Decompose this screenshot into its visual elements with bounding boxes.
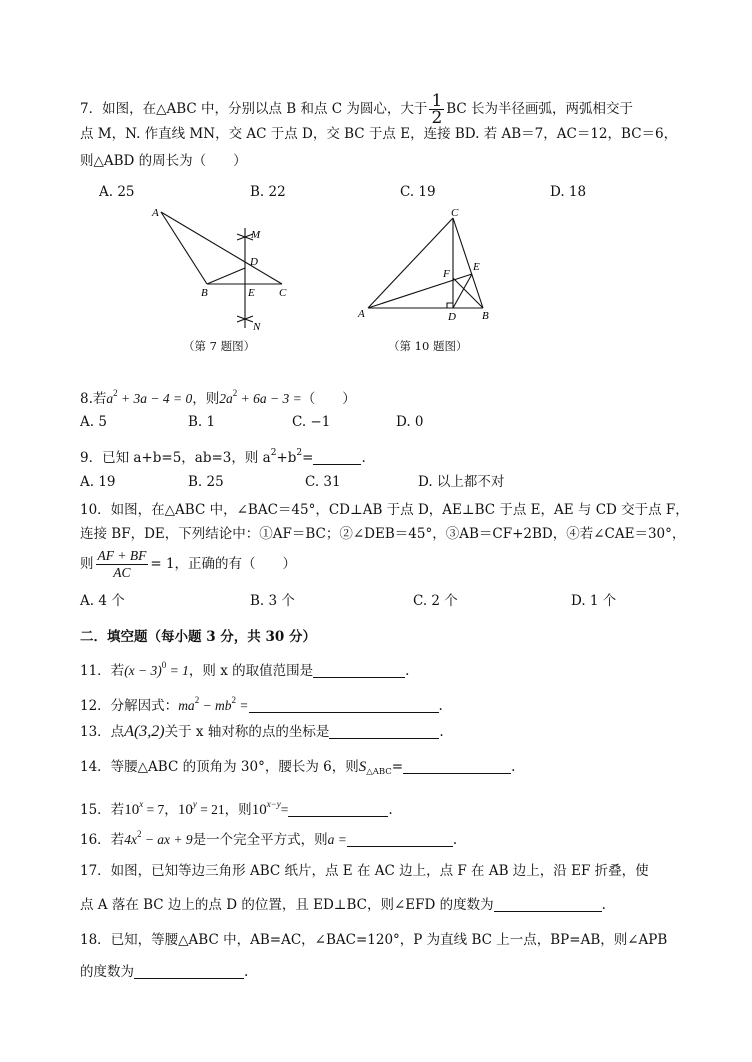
q15-s3: x−y <box>266 799 281 809</box>
fig7-label-d: D <box>250 256 258 268</box>
q9-sup1: 2 <box>270 448 277 458</box>
q15-pre: 15．若 <box>80 802 125 818</box>
q16-expr-a: 4x <box>124 832 137 847</box>
q10-line2: 连接 BF，DE，下列结论中：①AF＝BC；②∠DEB＝45°，③AB＝CF+2BD，④若∠CAE＝30°， <box>80 526 686 542</box>
q15-expr3 <box>251 799 289 818</box>
q8-option-b: B. 1 <box>188 414 216 430</box>
q11-pre: 11．若 <box>80 663 125 679</box>
q17-line1: 17．如图，已知等边三角形 ABC 纸片，点 E 在 AC 边上，点 F 在 AB 边上，沿 EF 折叠，使 <box>80 863 649 879</box>
q8-eq1 <box>106 388 193 406</box>
q15-e3: 10 <box>251 802 267 818</box>
q8-option-a: A. 5 <box>80 414 107 430</box>
q14-end: . <box>511 759 516 775</box>
q8-eq2-a: 2a <box>219 391 233 406</box>
q8-mid: ，则 <box>192 391 220 407</box>
q11-answer-blank[interactable] <box>313 663 405 678</box>
q15-answer-blank[interactable] <box>288 802 388 817</box>
section-2-heading: 二．填空题（每小题 3 分，共 30 分） <box>80 629 316 645</box>
fig10-label-c: C <box>451 207 459 219</box>
q10-option-b: B. 3 个 <box>250 593 295 609</box>
q14-line <box>80 757 515 782</box>
q10-line3-post: = 1，正确的有（ ） <box>150 556 297 572</box>
fig7-caption: （第 7 题图） <box>183 339 256 353</box>
q15-end: . <box>388 802 393 818</box>
q16-sup: 2 <box>136 829 142 839</box>
q17-line2 <box>80 895 606 915</box>
fig7-label-e: E <box>248 287 255 299</box>
q10-option-d: D. 1 个 <box>571 593 617 609</box>
q9-option-a: A. 19 <box>80 474 116 490</box>
q12-line <box>80 690 443 716</box>
fig10-label-a: A <box>358 308 365 320</box>
q7-option-d: D. 18 <box>550 184 587 200</box>
q13-answer-blank[interactable] <box>329 724 439 739</box>
fig7-label-a: A <box>152 207 159 219</box>
q14-answer-blank[interactable] <box>403 759 511 774</box>
q17-end: . <box>601 897 606 913</box>
q16-pre: 16．若 <box>80 832 125 848</box>
q7-fraction <box>429 93 444 126</box>
q11-line <box>80 655 409 681</box>
fig7-label-b: B <box>201 287 208 299</box>
q7-frac-num: 1 <box>431 91 443 111</box>
q9-option-d: D. 以上都不对 <box>418 474 505 490</box>
q13-post: 关于 x 轴对称的点的坐标是 <box>164 724 330 740</box>
q7-option-b: B. 22 <box>250 184 286 200</box>
q12-expr <box>178 695 249 713</box>
q18-line2 <box>80 962 248 982</box>
q14-pre: 14．等腰△ABC 的顶角为 30°，腰长为 6，则 <box>80 759 359 775</box>
q8-eq2 <box>219 388 302 406</box>
figure-10 <box>355 205 505 330</box>
q13-expr: A(3,2) <box>124 723 165 740</box>
q17-line2-text: 点 A 落在 BC 边上的点 D 的位置，且 ED⊥BC，则∠EFD 的度数为 <box>80 897 494 913</box>
q11-post: ，则 x 的取值范围是 <box>188 663 314 679</box>
q16-post: 是一个完全平方式，则 <box>192 832 328 848</box>
q15-line <box>80 794 393 820</box>
q7-line2: 点 M，N. 作直线 MN，交 AC 于点 D，交 BC 于点 E，连接 BD. 若 AB＝7，AC＝12，BC＝6， <box>80 126 678 142</box>
q10-line3-pre: 则 <box>80 556 94 572</box>
q12-expr-end: = <box>236 698 249 713</box>
q15-e1: 10 <box>124 802 140 818</box>
q10-frac-den: AC <box>113 565 131 580</box>
q15-expr2 <box>177 799 252 818</box>
q9-end: . <box>361 450 366 466</box>
q11-expr-rest: = 1 <box>166 663 189 678</box>
q9-post: = <box>302 450 314 466</box>
q13-end: . <box>439 724 444 740</box>
q10-fraction <box>96 548 149 581</box>
q9-option-b: B. 25 <box>188 474 224 490</box>
q16-answer-blank[interactable] <box>347 832 453 847</box>
q11-end: . <box>405 663 410 679</box>
q18-end: . <box>244 964 249 980</box>
q9-pre: 9．已知 a+b=5，ab=3，则 a <box>80 450 271 466</box>
q16-expr-rest: − ax + 9 <box>141 832 193 847</box>
q12-sup2: 2 <box>231 695 237 705</box>
fig10-label-d: D <box>448 311 456 323</box>
q7-line1 <box>80 93 633 126</box>
q8-option-c: C. −1 <box>292 414 331 430</box>
q12-expr-mid: − mb <box>199 698 232 713</box>
q7-line1-pre: 7．如图，在△ABC 中，分别以点 B 和点 C 为圆心，大于 <box>80 101 428 117</box>
q7-line3: 则△ABD 的周长为（ ） <box>80 153 247 169</box>
fig10-label-e: E <box>473 261 480 273</box>
q8-eq1-sup: 2 <box>113 388 118 398</box>
fig10-label-f: F <box>443 268 450 280</box>
q15-e2: 10 <box>177 802 193 818</box>
q8-line <box>80 383 356 409</box>
q12-expr-a: ma <box>178 698 195 713</box>
q7-frac-den: 2 <box>431 108 443 128</box>
q15-expr1 <box>124 799 178 818</box>
q18-answer-blank[interactable] <box>134 964 244 979</box>
q7-line1-post: BC 长为半径画弧，两弧相交于 <box>446 101 634 117</box>
q13-pre: 13．点 <box>80 724 125 740</box>
q8-eq1-a: a <box>106 391 114 406</box>
q15-s2: y <box>192 799 197 809</box>
q16-end: . <box>452 832 458 848</box>
q9-sup2: 2 <box>296 448 303 458</box>
fig7-label-n: N <box>253 321 261 333</box>
q8-pre: 8.若 <box>80 391 107 407</box>
q8-eq2-sup: 2 <box>232 388 238 398</box>
q9-option-c: C. 31 <box>305 474 341 490</box>
q17-answer-blank[interactable] <box>494 897 602 912</box>
q15-e3b: = <box>280 802 289 817</box>
q11-expr <box>124 660 189 678</box>
q16-expr <box>124 829 193 847</box>
q9-answer-blank[interactable] <box>313 450 361 465</box>
q12-answer-blank[interactable] <box>249 698 439 713</box>
q8-option-d: D. 0 <box>396 414 424 430</box>
q10-line1: 10．如图，在△ABC 中，∠BAC＝45°，CD⊥AB 于点 D，AE⊥BC 于点 E，AE 与 CD 交于点 F， <box>80 502 689 518</box>
q13-line <box>80 722 444 742</box>
figure-7 <box>145 200 305 340</box>
q12-sup1: 2 <box>194 695 200 705</box>
fig10-caption: （第 10 题图） <box>388 339 468 353</box>
q18-line2-text: 的度数为 <box>80 964 134 980</box>
q15-e1b: = 7， <box>143 802 178 817</box>
q8-eq1-rest: + 3a − 4 = 0 <box>117 391 193 406</box>
q14-expr: S <box>358 759 367 775</box>
q10-frac-num: AF + BF <box>97 548 147 563</box>
q12-end: . <box>438 698 443 714</box>
q9-mid: +b <box>276 450 297 466</box>
q8-post: （ ） <box>301 391 356 407</box>
q12-pre: 12．分解因式： <box>80 698 179 714</box>
fig7-label-m: M <box>251 229 261 241</box>
q10-line3 <box>80 548 296 581</box>
q15-e2b: = 21，则 <box>196 802 252 817</box>
q7-option-c: C. 19 <box>400 184 436 200</box>
q14-eq: = <box>391 759 404 775</box>
q11-expr-sup: 0 <box>161 660 167 670</box>
q10-option-a: A. 4 个 <box>80 593 125 609</box>
q16-expr2: a = <box>327 832 347 847</box>
fig10-label-b: B <box>482 310 489 322</box>
q14-sub: △ABC <box>366 767 392 777</box>
q11-expr-base: (x − 3) <box>124 663 162 678</box>
q9-line <box>80 443 366 468</box>
q16-line <box>80 824 457 850</box>
q15-s1: x <box>139 799 144 809</box>
q7-option-a: A. 25 <box>99 184 135 200</box>
q8-eq2-rest: + 6a − 3 = <box>237 391 302 406</box>
q18-line1: 18．已知，等腰△ABC 中，AB=AC，∠BAC=120°，P 为直线 BC 上一点，BP=AB，则∠APB <box>80 932 668 948</box>
q10-option-c: C. 2 个 <box>413 593 458 609</box>
fig7-label-c: C <box>279 287 287 299</box>
